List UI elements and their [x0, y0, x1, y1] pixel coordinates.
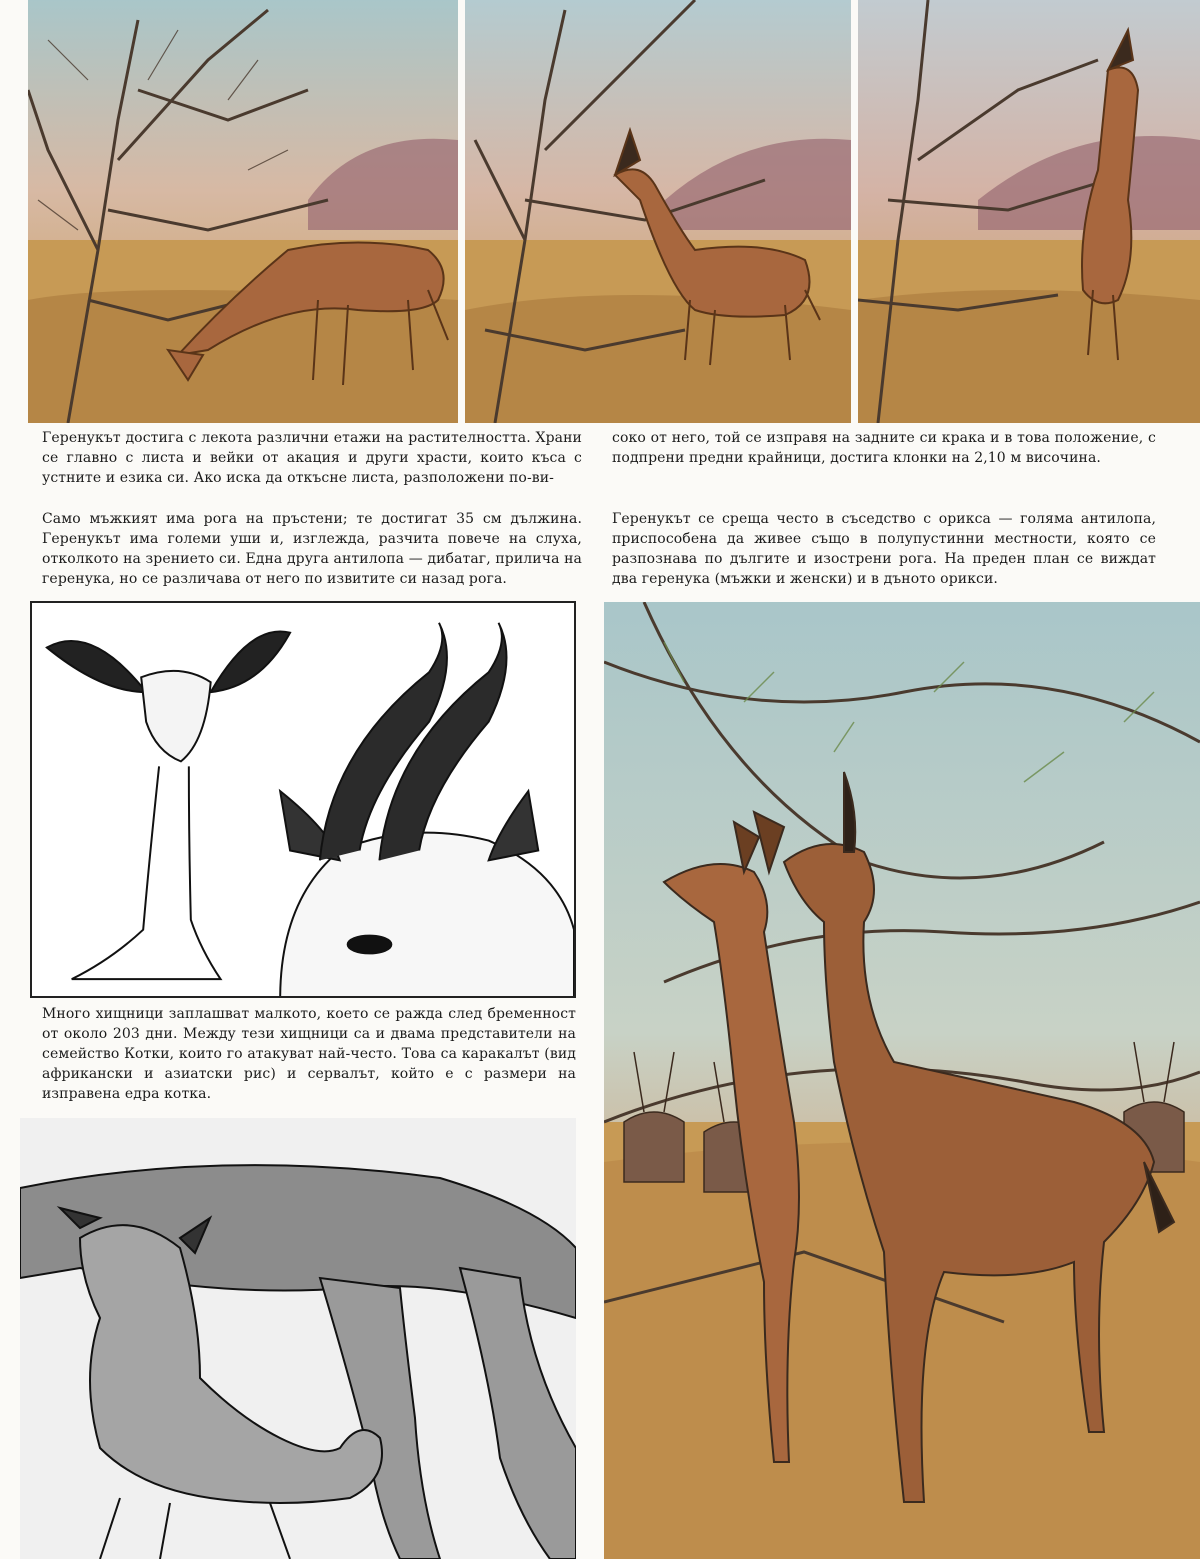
caption-feeding-right: соко от него, той се изправя на задните си крака и в това положение, с подпрени предни крайници, достига клонки на 2,10 м височина.: [612, 430, 1156, 466]
drawing-gerenuk-head-horns: [30, 601, 576, 998]
painting-gerenuk-stretching: [465, 0, 851, 423]
drawing-gerenuk-young: [20, 1118, 576, 1559]
caption-feeding-left: Геренукът достига с лекота различни етажи на растителността. Храни се главно с листа и вейки от акация и други храсти, които къса с устните и езика си. Ако иска да откъсне листа, разположени по-ви-: [42, 430, 582, 486]
caption-predators: Много хищници заплашват малкото, което се ражда след бременност от около 203 дни. Между тези хищници са и двама представители на семейство Котки, които го атакуват най-често. Това са каракалът (вид африкански и азиатски рис) и сервалът, който е с размери на изправена едра котка.: [42, 1006, 576, 1102]
caption-oryx: Геренукът се среща често в съседство с орикса — голяма антилопа, приспособена да живее също в полупустинни местности, която се разпознава по дългите и изострени рога. На преден план се виждат два геренука (мъжки и женски) и в дъното орикси.: [612, 511, 1156, 587]
caption-horns: Само мъжкият има рога на пръстени; те достигат 35 см дължина. Геренукът има големи уши и, изглежда, разчита повече на слуха, отколкото на зрението си. Една друга антилопа — дибатаг, прилича на геренука, но се различава от него по извитите си назад рога.: [42, 511, 582, 587]
painting-gerenuk-standing: [858, 0, 1200, 423]
painting-gerenuk-grazing: [28, 0, 458, 423]
painting-gerenuks-oryx: [604, 602, 1200, 1559]
